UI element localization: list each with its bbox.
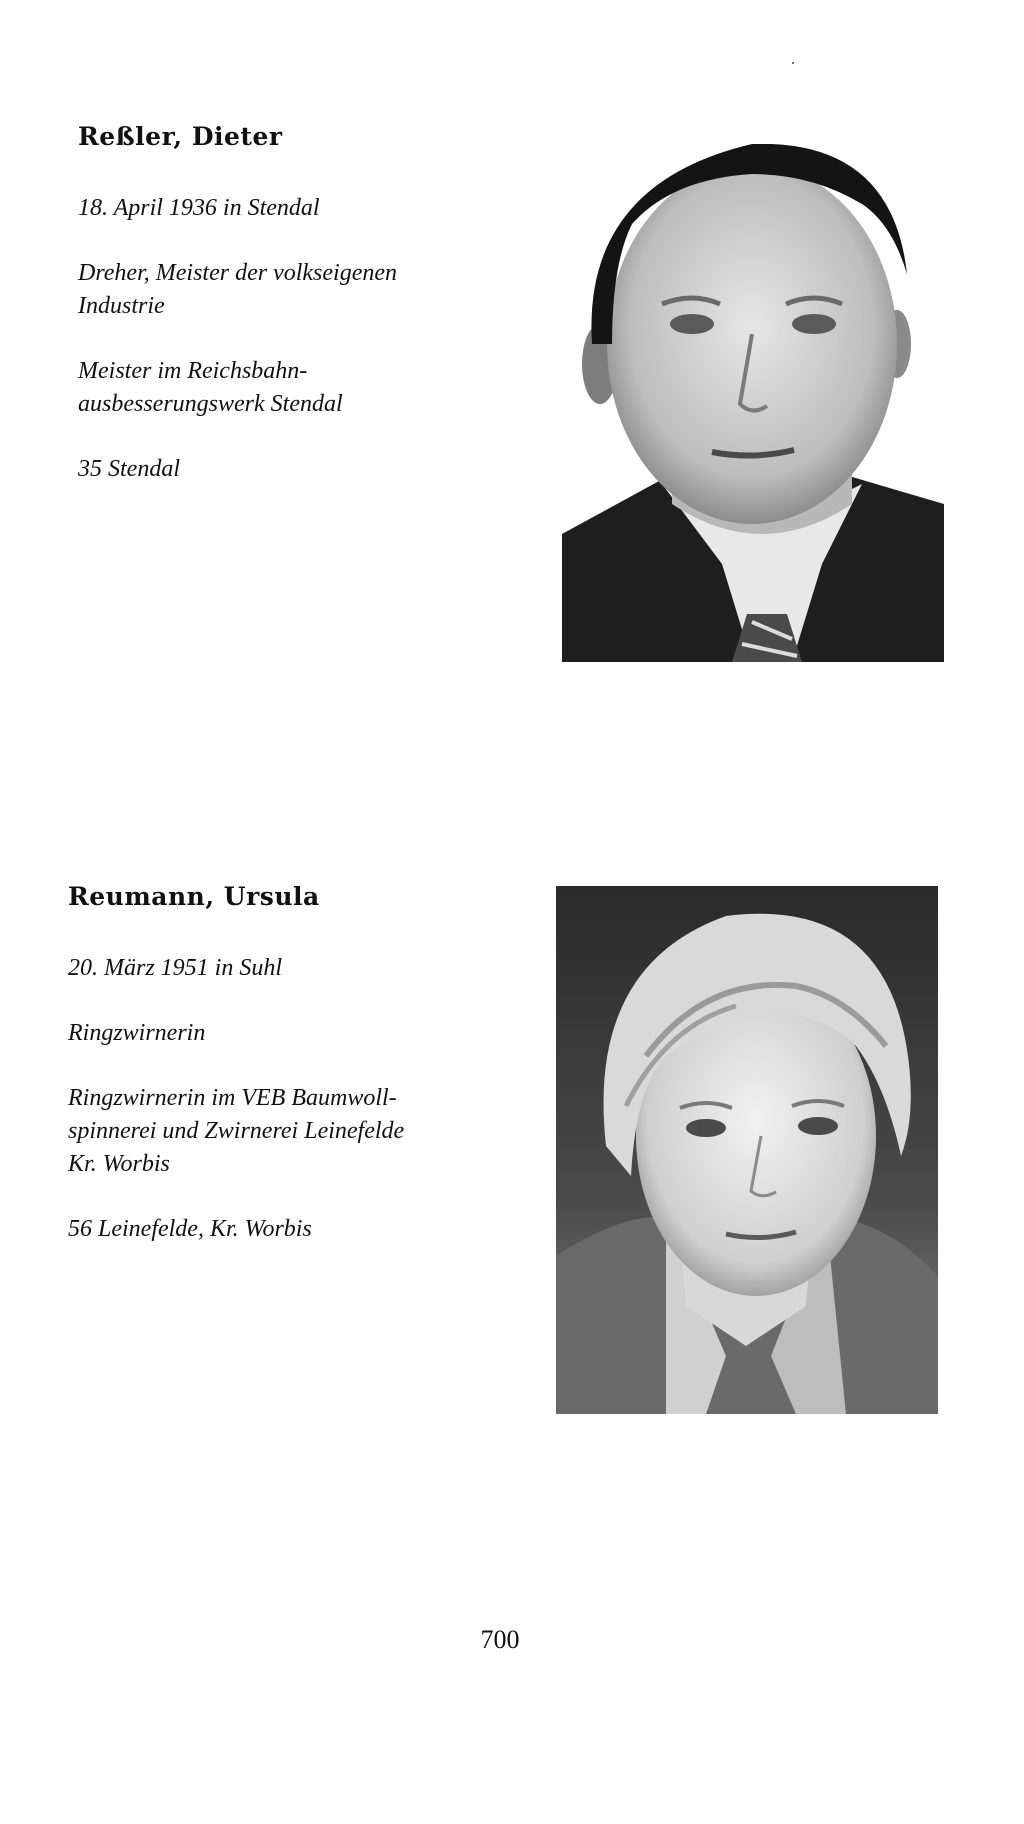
portrait-photo-ressler [562,144,944,662]
entry-reumann [68,882,538,1246]
position-line: ausbesserungswerk Stendal [78,391,343,417]
occupation-line: Ringzwirnerin [68,1020,206,1046]
birth-line: 20. März 1951 in Suhl [68,955,283,981]
entry-name: Reßler, Dieter [78,122,283,151]
page-number: 700 [480,1625,520,1654]
address-line: 35 Stendal [78,456,180,482]
portrait-illustration [562,144,944,662]
occupation-line: Industrie [78,293,165,319]
position-line: spinnerei und Zwirnerei Leinefelde [68,1118,405,1144]
portrait-photo-reumann [556,886,938,1414]
position-line: Meister im Reichsbahn- [78,358,308,384]
scan-speck [792,62,794,64]
occupation-line: Dreher, Meister der volkseigenen [78,260,398,286]
position-line: Ringzwirnerin im VEB Baumwoll- [68,1085,397,1111]
entry-ressler [78,122,548,486]
entry-name: Reumann, Ursula [68,882,320,911]
birth-line: 18. April 1936 in Stendal [78,195,320,221]
position-line: Kr. Worbis [68,1151,170,1177]
address-line: 56 Leinefelde, Kr. Worbis [68,1216,312,1242]
portrait-illustration [556,886,938,1414]
